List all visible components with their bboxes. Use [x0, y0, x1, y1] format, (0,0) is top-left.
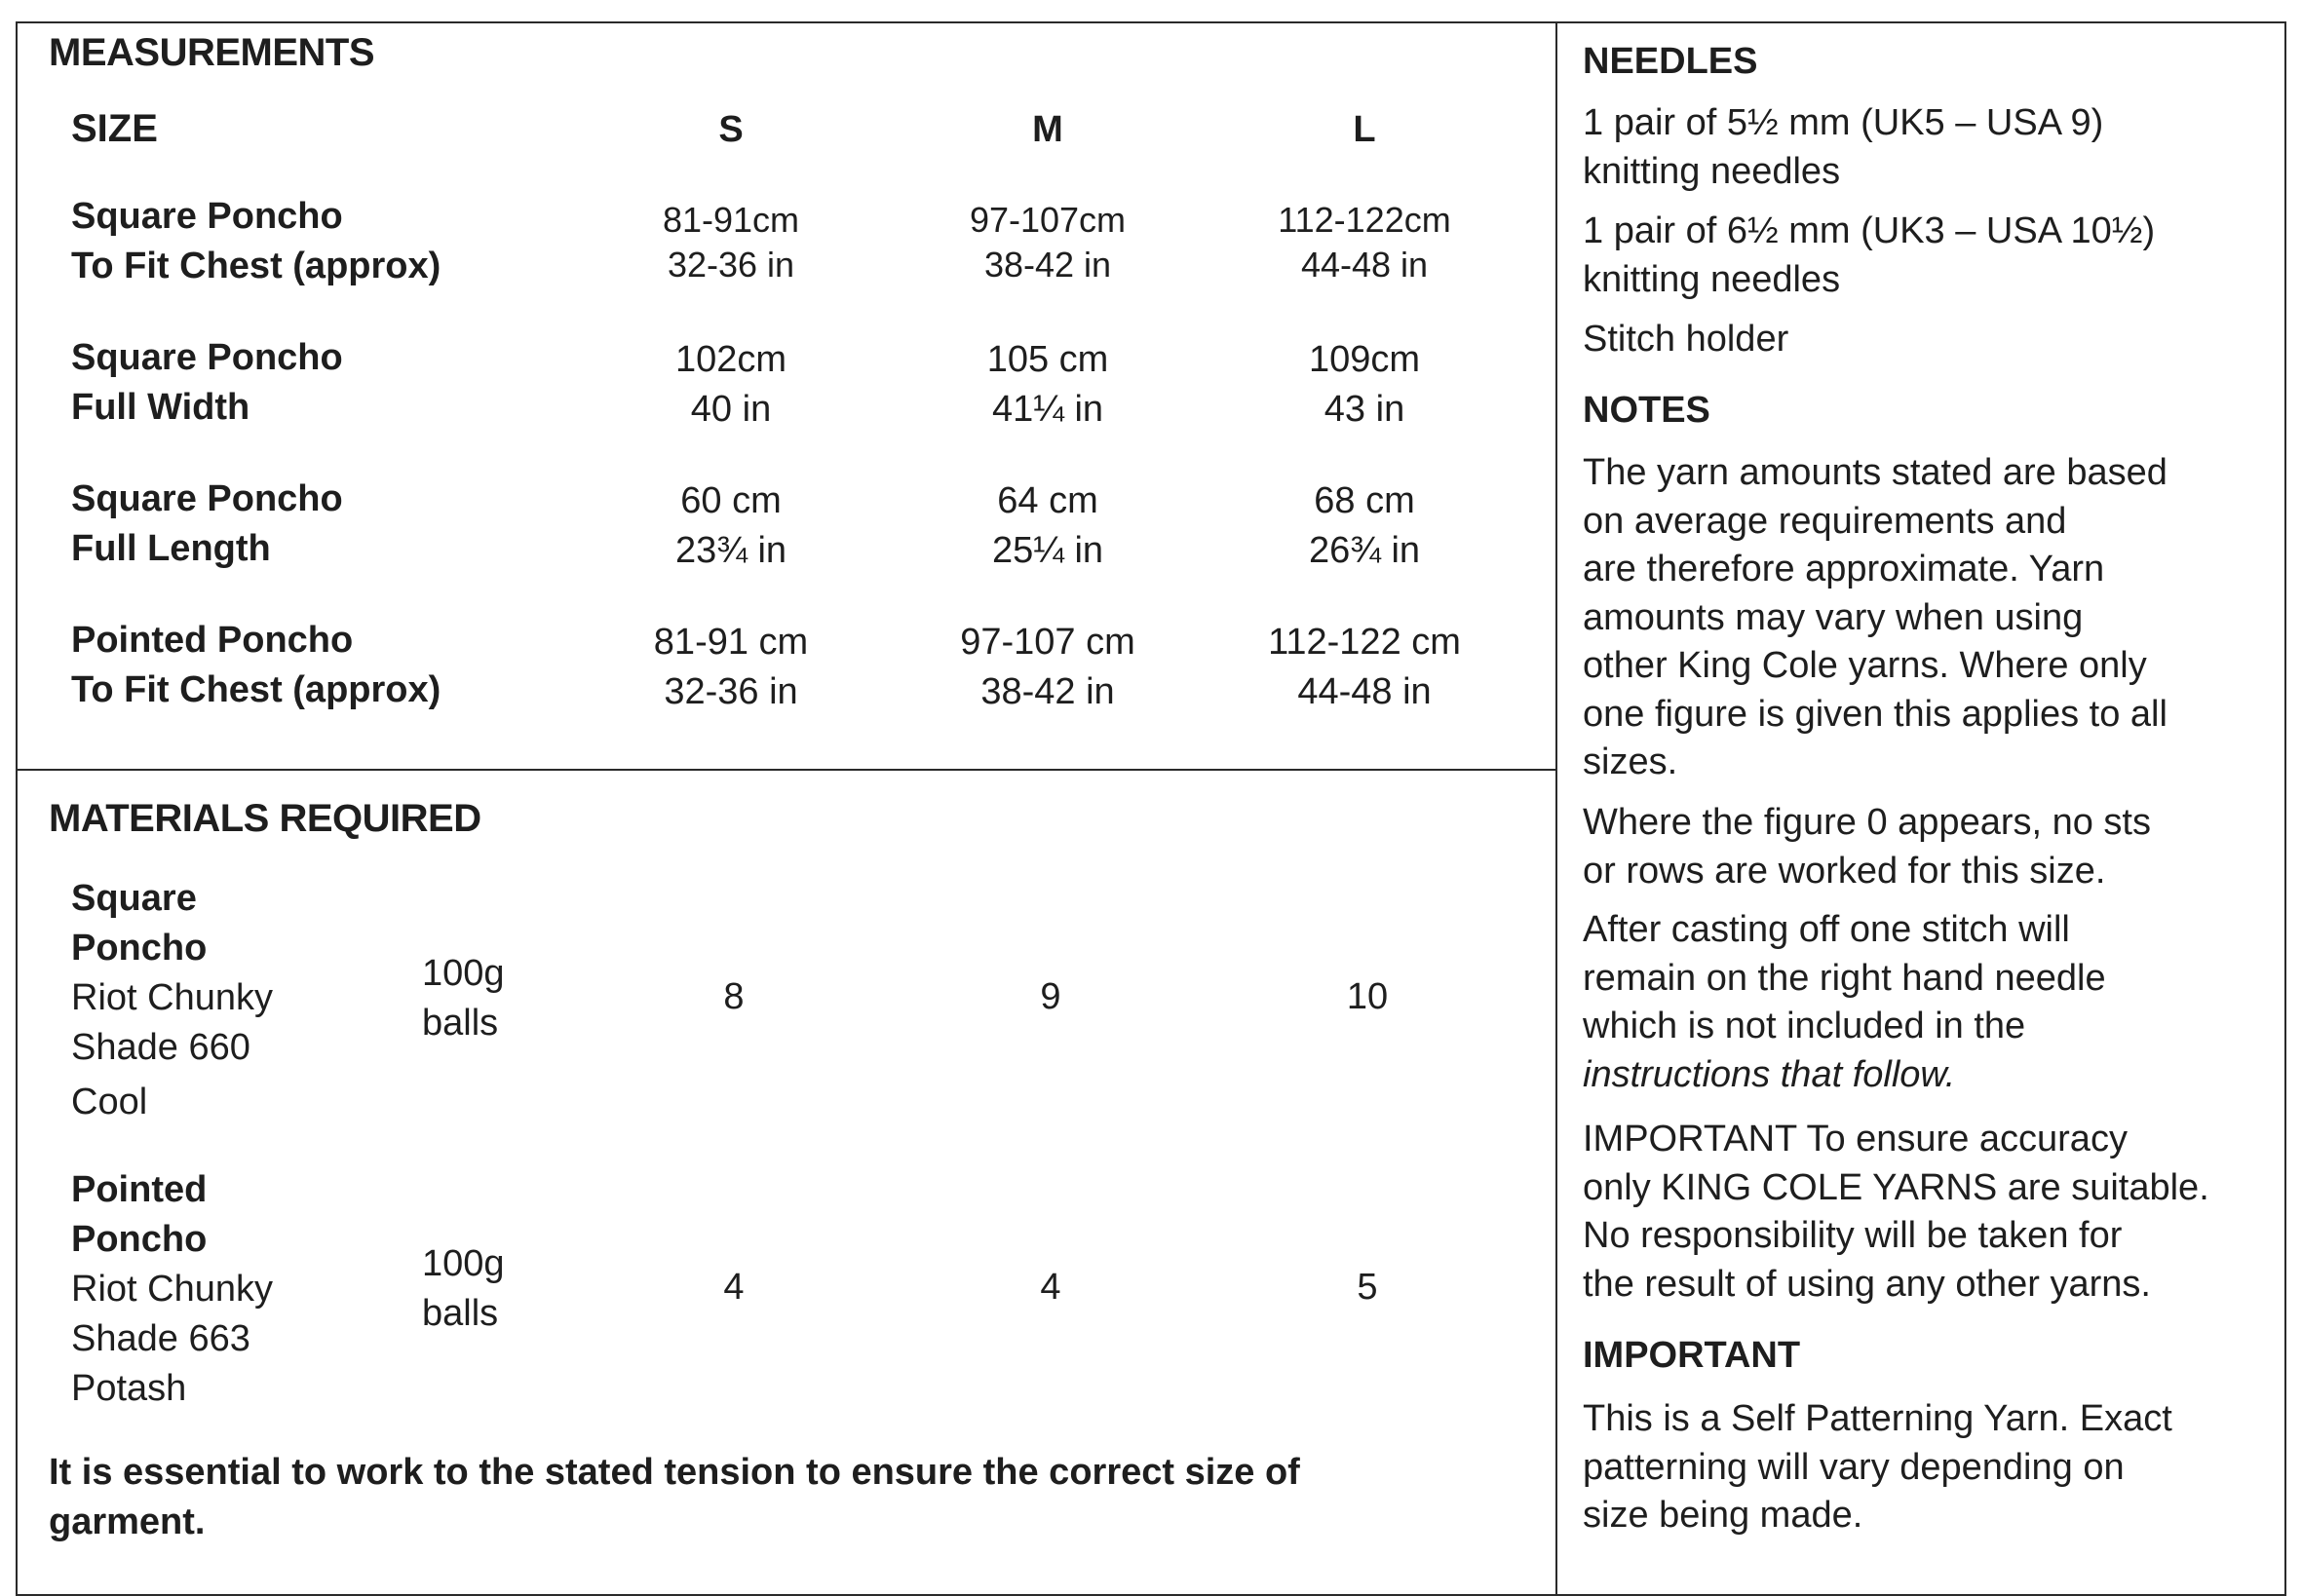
important-text: This is a Self Patterning Yarn. Exact patterning will vary depending on size being made.	[1583, 1398, 2172, 1536]
notes-paragraph: Where the figure 0 appears, no sts or rows are worked for this size.	[1583, 802, 2151, 892]
needles-heading: NEEDLES	[1583, 41, 1758, 82]
size-m: M	[1032, 109, 1063, 150]
material-qty: 4	[723, 1267, 745, 1308]
measure-value: 102cm 40 in	[674, 339, 787, 430]
measure-value: 60 cm 23¾ in	[674, 480, 787, 571]
notes-heading: NOTES	[1583, 390, 1710, 431]
measure-value: 105 cm 41¼ in	[986, 339, 1109, 430]
materials-heading: MATERIALS REQUIRED	[49, 797, 481, 840]
material-item: Pointed Poncho Riot Chunky Shade 663 Potash	[71, 1169, 273, 1409]
needles-list: 1 pair of 5½ mm (UK5 – USA 9) knitting needles 1 pair of 6½ mm (UK3 – USA 10½) knitting needles Stitch holder	[1583, 102, 2156, 360]
measure-value: 68 cm 26¾ in	[1308, 480, 1421, 571]
tension-note: It is essential to work to the stated tension to ensure the correct size of garment.	[49, 1452, 1300, 1542]
size-s: S	[718, 109, 744, 150]
material-qty: 4	[1040, 1267, 1061, 1308]
notes-paragraph: After casting off one stitch will remain on the right hand needle which is not included in the instructions that follow.	[1583, 909, 2106, 1095]
section-divider	[16, 769, 1557, 771]
material-unit: 100g balls	[422, 1243, 505, 1334]
row-label: Pointed Poncho To Fit Chest (approx)	[71, 620, 441, 710]
column-divider	[1555, 21, 1557, 1596]
row-label: Square Poncho Full Width	[71, 337, 343, 428]
material-qty: 10	[1346, 976, 1389, 1017]
measure-value: 97-107cm 38-42 in	[969, 200, 1127, 285]
row-label: Square Poncho To Fit Chest (approx)	[71, 196, 441, 286]
measure-value: 97-107 cm 38-42 in	[960, 622, 1135, 712]
measure-value: 112-122 cm 44-48 in	[1268, 622, 1461, 712]
size-label: SIZE	[71, 107, 158, 150]
measure-value: 81-91 cm 32-36 in	[653, 622, 809, 712]
measure-value: 64 cm 25¼ in	[991, 480, 1104, 571]
material-item: Square Poncho Riot Chunky Shade 660 Cool	[71, 878, 273, 1122]
material-qty: 9	[1040, 976, 1061, 1017]
measure-value: 81-91cm 32-36 in	[662, 200, 800, 285]
measure-value: 109cm 43 in	[1308, 339, 1421, 430]
important-heading: IMPORTANT	[1583, 1335, 1801, 1376]
measurements-heading: MEASUREMENTS	[49, 31, 375, 74]
measure-value: 112-122cm 44-48 in	[1278, 200, 1451, 285]
material-unit: 100g balls	[422, 953, 505, 1044]
row-label: Square Poncho Full Length	[71, 478, 343, 569]
size-l: L	[1353, 109, 1376, 150]
material-qty: 5	[1357, 1267, 1378, 1308]
notes-paragraph: IMPORTANT To ensure accuracy only KING COLE YARNS are suitable. No responsibility will be taken for the result of using any other yarns.	[1583, 1119, 2209, 1305]
notes-paragraph: The yarn amounts stated are based on average requirements and are therefore approximate. Yarn amounts may vary when using other King Cole yarns. Where only one figure is given this applies to all sizes.	[1583, 452, 2168, 782]
material-qty: 8	[723, 976, 745, 1017]
